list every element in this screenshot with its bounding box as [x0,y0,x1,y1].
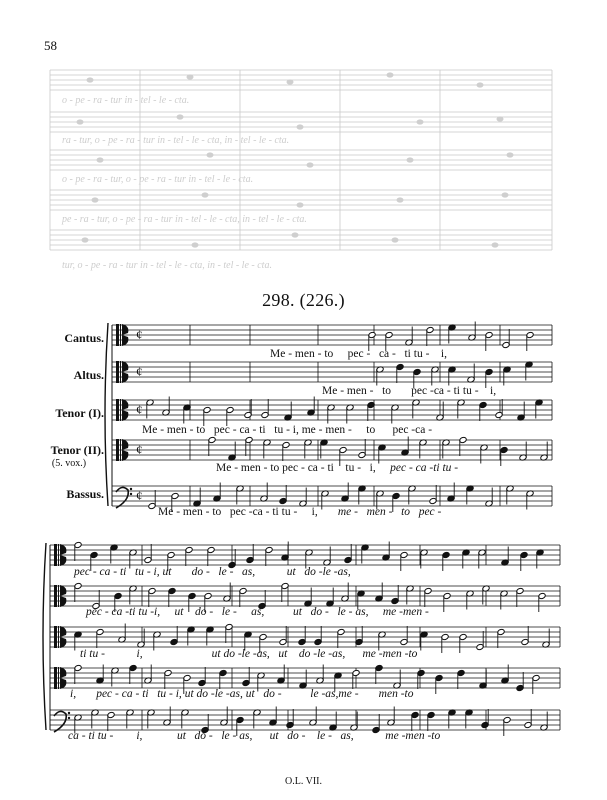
voice-label-altus: Altus. [73,368,104,382]
lyric-v4-s2: i, pec - ca - ti tu - i, ut do -le -as, ut do - le -as,me - men -to [70,688,414,700]
faint-lyric-2: ra - tur, o - pe - ra - tur in - tel - le - cta, in - tel - le - cta. [62,135,290,146]
voice-label-tenor-1: Tenor (I). [55,406,104,420]
faint-lyric-4: pe - ra - tur, o - pe - ra - tur in - tel - le - cta, in - tel - le - cta. [62,214,307,225]
alla-breve-icon: ¢ [136,402,143,417]
lyric-tenor2-s1: Me - men - to pec - ca - ti tu - i, pec - ca -ti tu - [216,462,459,474]
lyric-altus-s1: Me - men - to pec -ca - ti tu - i, [322,385,497,397]
voice-label-bassus: Bassus. [66,487,104,501]
alla-breve-icon: ¢ [136,488,143,503]
alla-breve-icon: ¢ [136,442,143,457]
faint-lyric-3: o - pe - ra - tur, o - pe - ra - tur in - tel - le - cta. [62,174,254,185]
alla-breve-icon: ¢ [136,327,143,342]
lyric-v3-s2: ti tu - i, ut do -le -as, ut do -le -as, me -men -to [80,648,418,660]
alla-breve-icon: ¢ [136,364,143,379]
voice-label-tenor-2-name: Tenor (II). [50,443,104,457]
system-1-bracket [105,323,108,506]
lyric-tenor1-s1: Me - men - to pec - ca - ti tu - i, me - men - to pec -ca - [142,424,433,436]
f-clef-icon [54,711,70,732]
lyric-v2-s2: pec - ca -ti tu -i, ut do - le - as, ut do - le - as, me -men - [86,606,429,618]
page-number: 58 [44,38,57,53]
piece-title: 298. (226.) [262,290,345,310]
lyric-cantus-s1: Me - men - to pec - ca - ti tu - i, [270,348,447,360]
faint-lyric-1: o - pe - ra - tur in - tel - le - cta. [62,95,190,106]
footer-signature: O.L. VII. [284,776,323,787]
faint-lyric-5: tur, o - pe - ra - tur in - tel - le - cta, in - tel - le - cta. [62,260,272,271]
lyric-v5-s2: ca - ti tu - i, ut do - le - as, ut do - le - as, me -men -to [68,730,441,742]
f-clef-icon [116,487,132,508]
voice-label-tenor-2-sub: (5. vox.) [51,458,87,469]
voice-label-cantus: Cantus. [64,331,104,345]
staff-s1-4 [112,440,552,460]
system-2-bracket [43,543,46,730]
lyric-v1-s2: pec - ca - ti tu - i, ut do - le - as, ut do -le -as, [74,566,351,578]
lyric-bassus-s1: Me - men - to pec -ca - ti tu - i, me - men - to pec - [158,506,442,518]
